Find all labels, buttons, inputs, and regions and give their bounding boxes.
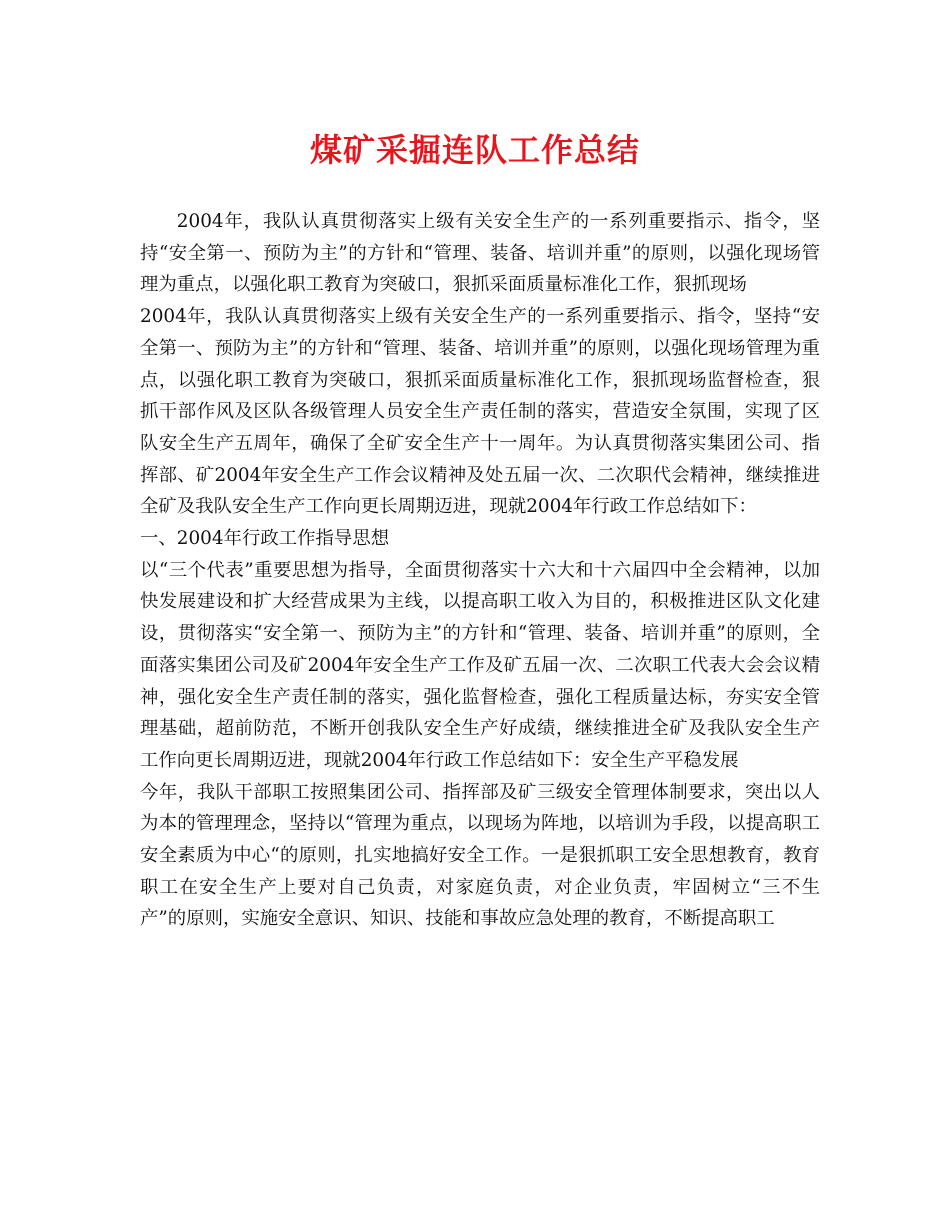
section-heading-guiding-ideology: 一、2004年行政工作指导思想 [140, 528, 390, 550]
paragraph-intro-full: 2004年，我队认真贯彻落实上级有关安全生产的一系列重要指示、指令，坚持“安全第一、预防为主”的方针和“管理、装备、培训并重”的原则，以强化现场管理为重点，以强化职工教育为突破口，狠抓采面质量标准化工作，狠抓现场监督检查，狠抓干部作风及区队各级管理人员安全生产责任制的落实，营造安全氛围，实现了区队安全生产五周年，确保了全矿安全生产十一周年。为认真贯彻落实集团公司、指挥部、矿2004年安全生产工作会议精神及处五届一次、二次职代会精神，继续推进全矿及我队安全生产工作向更长周期迈进，现就2004年行政工作总结如下： [140, 306, 820, 518]
document-body [140, 206, 820, 935]
document-title: 煤矿采掘连队工作总结 [309, 131, 640, 169]
paragraph-guiding-ideology: 以“三个代表”重要思想为指导，全面贯彻落实十六大和十六届四中全会精神，以加快发展建设和扩大经营成果为主线，以提高职工收入为目的，积极推进区队文化建设，贯彻落实“安全第一、预防为主”的方针和“管理、装备、培训并重”的原则，全面落实集团公司及矿2004年安全生产工作及矿五届一次、二次职工代表大会会议精神，强化安全生产责任制的落实，强化监督检查，强化工程质量达标，夯实安全管理基础，超前防范，不断开创我队安全生产好成绩，继续推进全矿及我队安全生产工作向更长周期迈进，现就2004年行政工作总结如下：安全生产平稳发展 [140, 559, 820, 771]
paragraph-safety-work: 今年，我队干部职工按照集团公司、指挥部及矿三级安全管理体制要求，突出以人为本的管理理念，坚持以“管理为重点，以现场为阵地，以培训为手段，以提高职工安全素质为中心“的原则，扎实地搞好安全工作。一是狠抓职工安全思想教育，教育职工在安全生产上要对自己负责，对家庭负责，对企业负责，牢固树立“三不生产”的原则，实施安全意识、知识、技能和事故应急处理的教育，不断提高职工 [140, 781, 820, 930]
paragraph-intro-fragment: 2004年，我队认真贯彻落实上级有关安全生产的一系列重要指示、指令，坚持“安全第一、预防为主”的方针和“管理、装备、培训并重”的原则，以强化现场管理为重点，以强化职工教育为突破口，狠抓采面质量标准化工作，狠抓现场 [140, 211, 820, 296]
